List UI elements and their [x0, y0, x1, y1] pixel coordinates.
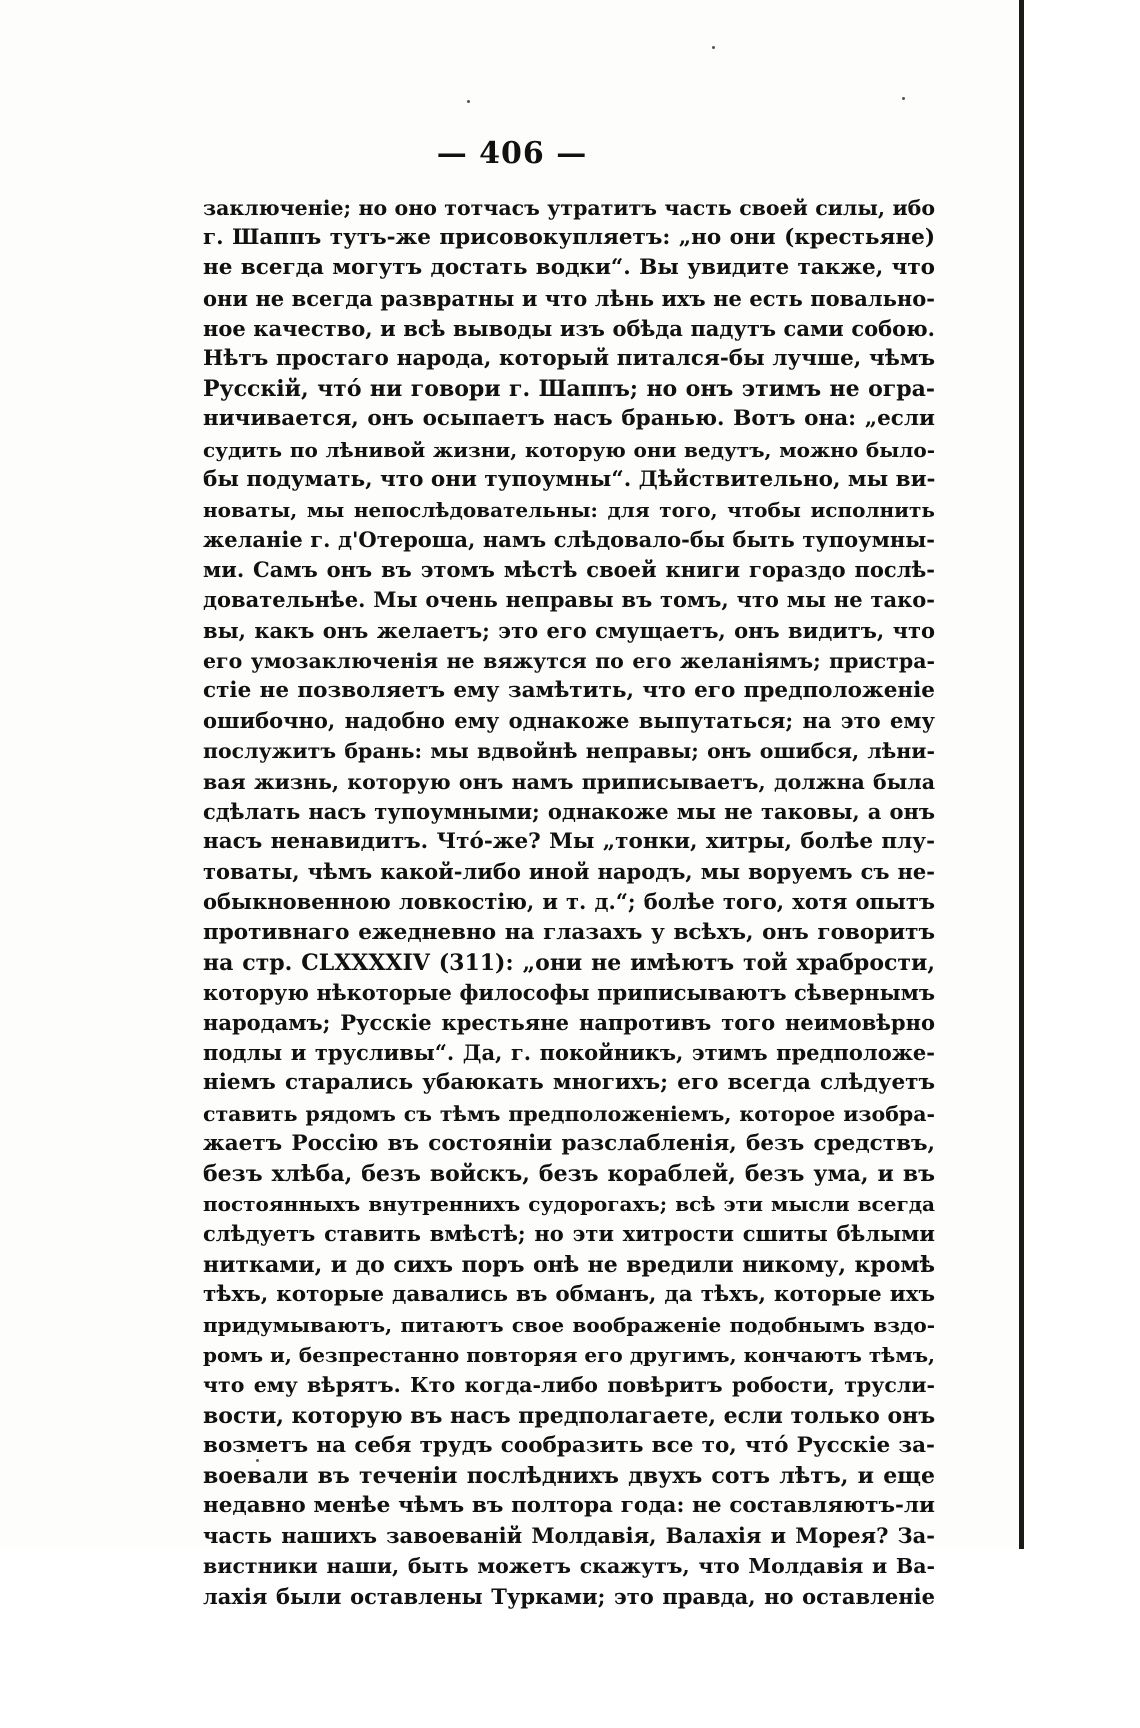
- text-line: Нѣтъ простаго народа, который питался-бы лучше, чѣмъ: [203, 345, 935, 371]
- body-text: [203, 193, 935, 1612]
- text-line: которую нѣкоторые философы приписываютъ сѣвернымъ: [203, 979, 935, 1005]
- text-line: ошибочно, надобно ему однакоже выпутаться; на это ему: [203, 708, 935, 734]
- text-line: заключеніе; но оно тотчасъ утратитъ часть своей силы, ибо: [203, 196, 935, 220]
- text-line: ставить рядомъ съ тѣмъ предположеніемъ, которое изобра-: [203, 1101, 935, 1126]
- text-line: постоянныхъ внутреннихъ судорогахъ; всѣ эти мысли всегда: [203, 1192, 935, 1217]
- text-line: тѣхъ, которые давались въ обманъ, да тѣхъ, которые ихъ: [203, 1281, 935, 1307]
- text-line: довательнѣе. Мы очень неправы въ томъ, что мы не тако-: [203, 587, 935, 613]
- text-line: народамъ; Русскіе крестьяне напротивъ того неимовѣрно: [203, 1010, 935, 1036]
- text-line: возметъ на себя трудъ сообразить все то, чтó Русскіе за-: [203, 1432, 935, 1458]
- text-line: жаетъ Россію въ состояніи разслабленія, безъ средствъ,: [203, 1130, 935, 1156]
- text-line: не всегда могутъ достать водки“. Вы увидите также, что: [203, 255, 935, 281]
- text-line: ничивается, онъ осыпаетъ насъ бранью. Вотъ она: „если: [203, 406, 935, 432]
- text-line: подлы и трусливы“. Да, г. покойникъ, этимъ предположе-: [203, 1040, 935, 1066]
- text-line: его умозаключенія не вяжутся по его желаніямъ; пристра-: [203, 648, 935, 673]
- text-line: ное качество, и всѣ выводы изъ обѣда падутъ сами собою.: [203, 315, 935, 341]
- text-line: вая жизнь, которую онъ намъ приписываетъ, должна была: [203, 769, 935, 794]
- print-speck: [712, 46, 715, 49]
- text-line: часть нашихъ завоеваній Молдавія, Валахія и Морея? За-: [203, 1523, 935, 1549]
- text-line: вы, какъ онъ желаетъ; это его смущаетъ, онъ видитъ, что: [203, 617, 935, 643]
- text-line: что ему вѣрятъ. Кто когда-либо повѣритъ робости, трусли-: [203, 1373, 935, 1398]
- text-line: вости, которую въ насъ предполагаете, если только онъ: [203, 1402, 935, 1429]
- text-line: Русскій, чтó ни говори г. Шаппъ; но онъ этимъ не огра-: [203, 376, 935, 403]
- text-line: лахія были оставлены Турками; это правда, но оставленіе: [203, 1583, 935, 1609]
- text-line: судить по лѣнивой жизни, которую они ведутъ, можно было-: [203, 437, 935, 462]
- text-line: новаты, мы непослѣдовательны: для того, чтобы исполнить: [203, 497, 935, 522]
- text-line: нитками, и до сихъ поръ онѣ не вредили никому, кромѣ: [203, 1251, 935, 1278]
- text-line: послужитъ брань: мы вдвойнѣ неправы; онъ ошибся, лѣни-: [203, 739, 935, 764]
- text-line: ніемъ старались убаюкать многихъ; его всегда слѣдуетъ: [203, 1070, 935, 1096]
- text-line: воевали въ теченіи послѣднихъ двухъ сотъ лѣтъ, и еще: [203, 1462, 935, 1489]
- text-line: противнаго ежедневно на глазахъ у всѣхъ, онъ говоритъ: [203, 919, 935, 945]
- text-line: они не всегда развратны и что лѣнь ихъ не есть повально-: [203, 285, 935, 311]
- text-line: сдѣлать насъ тупоумными; однакоже мы не таковы, а онъ: [203, 798, 935, 824]
- page-number: — 406 —: [436, 136, 588, 171]
- text-line: ми. Самъ онъ въ этомъ мѣстѣ своей книги гораздо послѣ-: [203, 557, 935, 583]
- text-line: желаніе г. д'Отероша, намъ слѣдовало-бы быть тупоумны-: [203, 527, 935, 553]
- print-speck: [902, 97, 905, 100]
- page-edge-shadow: [1019, 0, 1024, 1549]
- text-line: на стр. CLXXXXIV (311): „они не имѣютъ той храбрости,: [203, 949, 935, 976]
- text-line: насъ ненавидитъ. Чтó-же? Мы „тонки, хитры, болѣе плу-: [203, 828, 935, 854]
- text-line: ромъ и, безпрестанно повторяя его другимъ, кончаютъ тѣмъ,: [203, 1343, 935, 1368]
- text-line: стіе не позволяетъ ему замѣтить, что его предположеніе: [203, 678, 935, 703]
- text-line: вистники наши, быть можетъ скажутъ, что Молдавія и Ва-: [203, 1554, 935, 1579]
- print-speck: [467, 100, 470, 103]
- text-line: слѣдуетъ ставить вмѣстѣ; но эти хитрости сшиты бѣлыми: [203, 1221, 935, 1247]
- text-line: безъ хлѣба, безъ войскъ, безъ кораблей, безъ ума, и въ: [203, 1161, 935, 1187]
- text-line: г. Шаппъ тутъ-же присовокупляетъ: „но они (крестьяне): [203, 225, 935, 251]
- text-line: товаты, чѣмъ какой-либо иной народъ, мы воруемъ съ не-: [203, 859, 935, 885]
- text-line: недавно менѣе чѣмъ въ полтора года: не составляютъ-ли: [203, 1493, 935, 1519]
- text-line: обыкновенною ловкостію, и т. д.“; болѣе того, хотя опытъ: [203, 889, 935, 915]
- text-line: придумываютъ, питаютъ свое воображеніе подобнымъ вздо-: [203, 1312, 935, 1337]
- text-line: бы подумать, что они тупоумны“. Дѣйствительно, мы ви-: [203, 466, 935, 492]
